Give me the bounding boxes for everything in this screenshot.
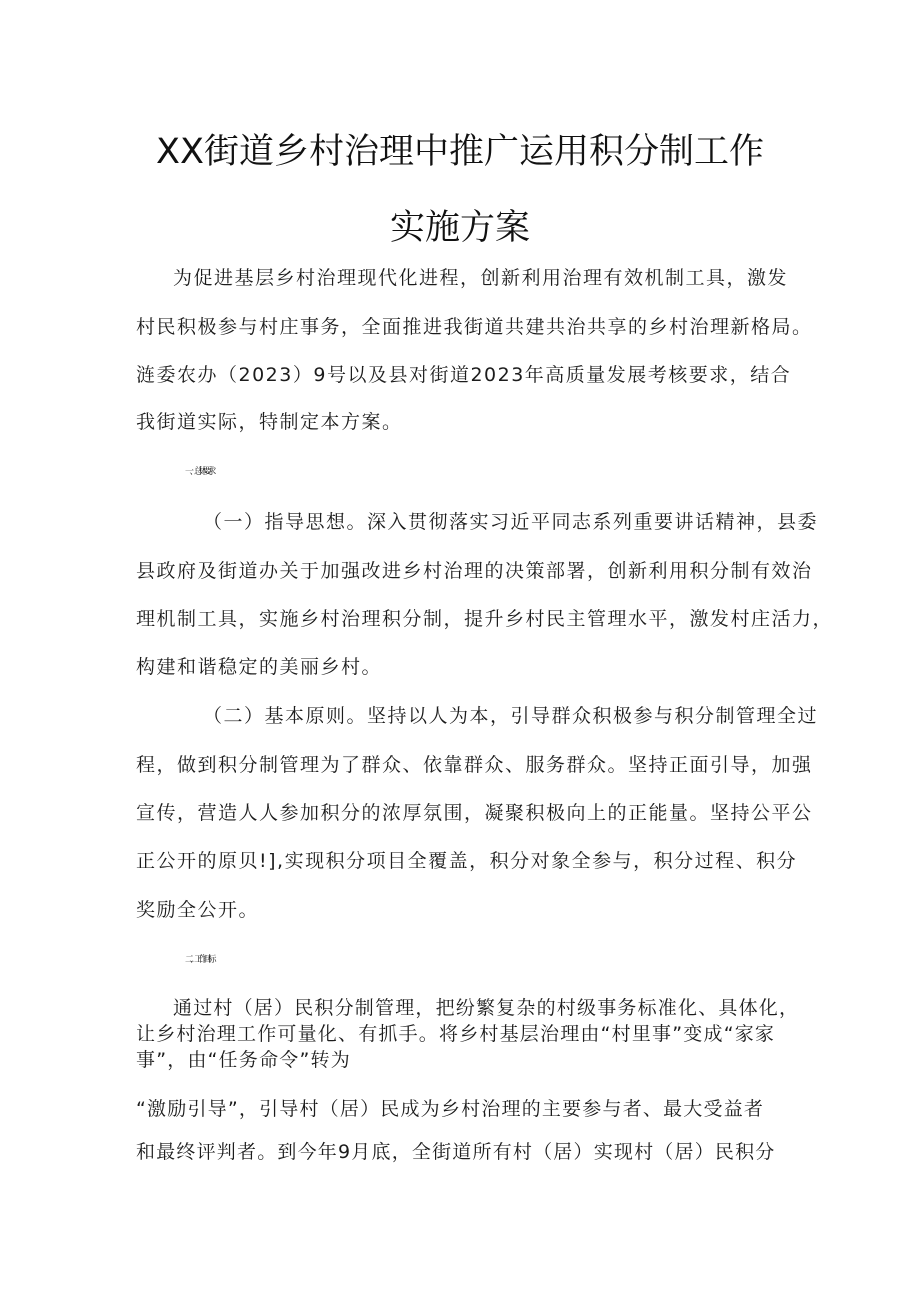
document-title-line2: 实施方案 (389, 208, 530, 248)
section1-heading: 一、总体要求 (185, 467, 213, 477)
guiding-line-2: 县政府及街道办关于加强改进乡村治理的决策部署，创新利用积分制有效治 (136, 560, 813, 582)
section2-heading: 二、工作目标 (185, 955, 213, 965)
goals-line-2: 让乡村治理工作可量化、有抓手。将乡村基层治理由“村里事”变成“家家 (136, 1023, 776, 1045)
principles-line-3: 宣传，营造人人参加积分的浓厚氛围，凝聚积极向上的正能量。坚持公平公 (136, 802, 813, 824)
principles-line-2: 程，做到积分制管理为了群众、依靠群众、服务群众。坚持正面引导，加强 (136, 754, 813, 776)
principles-line-5: 奖励全公开。 (136, 899, 260, 921)
goals-line-4: “激励引导”，引导村（居）民成为乡村治理的主要参与者、最大受益者 (136, 1098, 765, 1120)
guiding-line-4: 构建和谐稳定的美丽乡村。 (136, 656, 383, 678)
goals-line-5: 和最终评判者。到今年9月底，全街道所有村（居）实现村（居）民积分 (136, 1141, 776, 1163)
principles-line-4: 正公开的原贝!],实现积分项目全覆盖，积分对象全参与，积分过程、积分 (136, 850, 798, 872)
goals-line-3: 事”，由“任务命令”转为 (136, 1049, 351, 1071)
guiding-line-3: 理机制工具，实施乡村治理积分制，提升乡村民主管理水平，激发村庄活力， (136, 608, 834, 630)
goals-line-1: 通过村（居）民积分制管理，把纷繁复杂的村级事务标准化、具体化， (173, 997, 800, 1019)
guiding-line-1: （一）指导思想。深入贯彻落实习近平同志系列重要讲话精神，县委 (203, 511, 819, 533)
intro-line-3: 涟委农办（2023）9号以及县对街道2023年高质量发展考核要求，结合 (136, 364, 792, 386)
principles-line-1: （二）基本原则。坚持以人为本，引导群众积极参与积分制管理全过 (203, 705, 819, 727)
intro-line-2: 村民积极参与村庄事务，全面推进我街道共建共治共享的乡村治理新格局。 (136, 316, 813, 338)
intro-line-1: 为促进基层乡村治理现代化进程，创新利用治理有效机制工具，激发 (173, 267, 789, 289)
intro-line-4: 我街道实际，特制定本方案。 (136, 411, 403, 433)
document-title-line1: XX街道乡村治理中推广运用积分制工作 (156, 132, 764, 172)
